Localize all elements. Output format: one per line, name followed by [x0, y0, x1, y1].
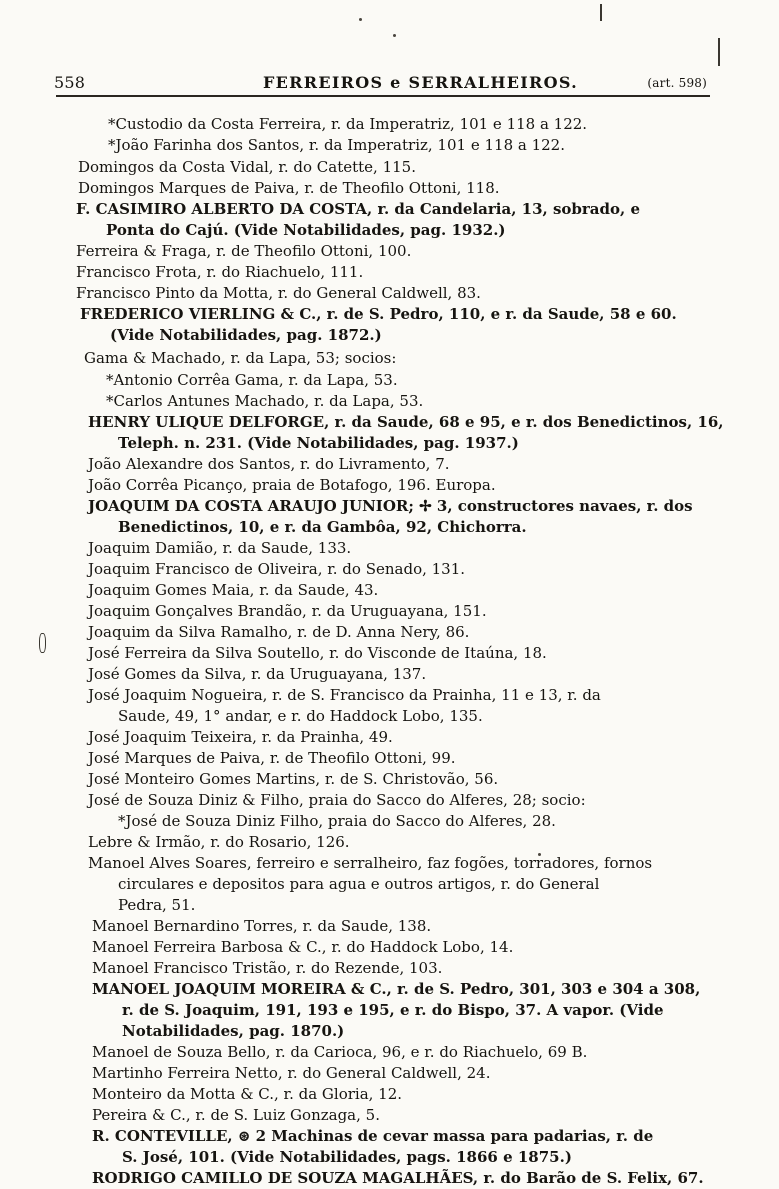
entry-line: HENRY ULIQUE DELFORGE, r. da Saude, 68 e 95, e r. dos Benedictinos, 16, [88, 413, 724, 431]
directory-entry [76, 199, 726, 241]
entry-line: Martinho Ferreira Netto, r. do General Caldwell, 24. [92, 1064, 491, 1082]
entry-line: (Vide Notabilidades, pag. 1872.) [110, 326, 382, 344]
entry-line: MANOEL JOAQUIM MOREIRA & C., r. de S. Pedro, 301, 303 e 304 a 308, [92, 980, 701, 998]
entry-line: José Joaquim Nogueira, r. de S. Francisco da Prainha, 11 e 13, r. da [88, 686, 601, 704]
directory-entry [92, 1063, 742, 1084]
entry-line: Teleph. n. 231. (Vide Notabilidades, pag. 1937.) [118, 434, 519, 452]
entry-line: Gama & Machado, r. da Lapa, 53; socios: [84, 349, 397, 367]
entry-line: Ponta do Cajú. (Vide Notabilidades, pag. 1932.) [106, 221, 506, 239]
entry-line: *João Farinha dos Santos, r. da Imperatriz, 101 e 118 a 122. [108, 136, 565, 154]
directory-entry [76, 262, 726, 283]
entry-line: Benedictinos, 10, e r. da Gambôa, 92, Chichorra. [118, 518, 527, 536]
entry-line: Ferreira & Fraga, r. de Theofilo Ottoni, 100. [76, 242, 412, 260]
directory-entry [88, 769, 738, 790]
entry-line: Manoel Bernardino Torres, r. da Saude, 138. [92, 917, 432, 935]
paper-speck [359, 18, 362, 21]
directory-entry [88, 832, 738, 853]
directory-entry [88, 601, 738, 622]
entry-line: S. José, 101. (Vide Notabilidades, pags. 1866 e 1875.) [122, 1148, 572, 1166]
entry-line: Joaquim Gomes Maia, r. da Saude, 43. [88, 581, 379, 599]
entry-line: F. CASIMIRO ALBERTO DA COSTA, r. da Candelaria, 13, sobrado, e [76, 200, 641, 218]
entry-line: Francisco Pinto da Motta, r. do General Caldwell, 83. [76, 284, 481, 302]
page-number: 558 [54, 73, 86, 92]
directory-entry [84, 370, 734, 391]
directory-entry [84, 391, 734, 412]
directory-entry [86, 135, 736, 156]
directory-entry [92, 958, 742, 979]
entry-line: José Gomes da Silva, r. da Uruguayana, 137. [88, 665, 427, 683]
directory-entry [88, 580, 738, 601]
directory-entry [88, 475, 738, 496]
entry-line: José de Souza Diniz & Filho, praia do Sacco do Alferes, 28; socio: [88, 791, 586, 809]
directory-entry [80, 304, 730, 346]
entry-line: Domingos Marques de Paiva, r. de Theofilo Ottoni, 118. [78, 179, 500, 197]
entry-line: Manoel Alves Soares, ferreiro e serralheiro, faz fogões, torradores, fornos [88, 854, 653, 872]
directory-entry [78, 157, 728, 178]
running-head: FERREIROS e SERRALHEIROS. [263, 73, 579, 92]
directory-entry-list [0, 114, 779, 1187]
directory-entry [88, 412, 738, 454]
directory-entry [92, 1042, 742, 1063]
entry-line: *Antonio Corrêa Gama, r. da Lapa, 53. [106, 371, 398, 389]
directory-entry [88, 853, 738, 916]
entry-line: Notabilidades, pag. 1870.) [122, 1022, 345, 1040]
directory-entry [92, 1126, 742, 1168]
directory-entry [88, 685, 738, 727]
entry-line: R. CONTEVILLE, ⊛ 2 Machinas de cevar massa para padarias, r. de [92, 1127, 654, 1145]
entry-line: Joaquim Damião, r. da Saude, 133. [88, 539, 352, 557]
directory-entry [88, 559, 738, 580]
directory-entry [88, 538, 738, 559]
entry-line: José Joaquim Teixeira, r. da Prainha, 49. [88, 728, 393, 746]
entry-line: circulares e depositos para agua e outros artigos, r. do General [118, 875, 600, 893]
directory-entry [88, 454, 738, 475]
entry-line: Manoel Francisco Tristão, r. do Rezende, 103. [92, 959, 443, 977]
directory-entry [92, 937, 742, 958]
directory-entry [92, 979, 742, 1042]
directory-entry [88, 748, 738, 769]
entry-line: Francisco Frota, r. do Riachuelo, 111. [76, 263, 364, 281]
entry-line: FREDERICO VIERLING & C., r. de S. Pedro, 110, e r. da Saude, 58 e 60. [80, 305, 677, 323]
article-reference: (art. 598) [647, 76, 707, 90]
entry-line: Pereira & C., r. de S. Luiz Gonzaga, 5. [92, 1106, 380, 1124]
entry-line: r. de S. Joaquim, 191, 193 e 195, e r. do Bispo, 37. A vapor. (Vide [122, 1001, 664, 1019]
entry-line: João Corrêa Picanço, praia de Botafogo, 196. Europa. [88, 476, 496, 494]
directory-entry [92, 916, 742, 937]
directory-entry [92, 1084, 742, 1105]
entry-line: Lebre & Irmão, r. do Rosario, 126. [88, 833, 350, 851]
entry-line: Joaquim da Silva Ramalho, r. de D. Anna Nery, 86. [88, 623, 470, 641]
directory-entry [88, 643, 738, 664]
entry-line: Domingos da Costa Vidal, r. do Catette, 115. [78, 158, 416, 176]
directory-entry [78, 178, 728, 199]
entry-line: Pedra, 51. [118, 896, 196, 914]
entry-line: José Marques de Paiva, r. de Theofilo Ottoni, 99. [88, 749, 456, 767]
directory-entry [86, 114, 736, 135]
directory-entry [88, 790, 738, 832]
page-mark-line [600, 4, 602, 21]
directory-entry [84, 348, 734, 369]
entry-line: Manoel de Souza Bello, r. da Carioca, 96, e r. do Riachuelo, 69 B. [92, 1043, 588, 1061]
directory-entry [88, 664, 738, 685]
entry-line: João Alexandre dos Santos, r. do Livramento, 7. [88, 455, 450, 473]
entry-line: Saude, 49, 1° andar, e r. do Haddock Lobo, 135. [118, 707, 483, 725]
entry-line: *José de Souza Diniz Filho, praia do Sacco do Alferes, 28. [118, 812, 556, 830]
directory-entry [76, 241, 726, 262]
directory-entry [88, 496, 738, 538]
entry-line: RODRIGO CAMILLO DE SOUZA MAGALHÃES, r. do Barão de S. Felix, 67. [92, 1169, 704, 1187]
directory-entry [92, 1105, 742, 1126]
paper-speck [393, 34, 396, 37]
entry-line: *Custodio da Costa Ferreira, r. da Imperatriz, 101 e 118 a 122. [108, 115, 588, 133]
header-rule [56, 95, 710, 97]
directory-entry [76, 283, 726, 304]
directory-entry [88, 622, 738, 643]
entry-line: Monteiro da Motta & C., r. da Gloria, 12. [92, 1085, 403, 1103]
entry-line: Joaquim Francisco de Oliveira, r. do Senado, 131. [88, 560, 466, 578]
entry-line: JOAQUIM DA COSTA ARAUJO JUNIOR; ✢ 3, constructores navaes, r. dos [88, 497, 693, 515]
entry-line: José Monteiro Gomes Martins, r. de S. Christovão, 56. [88, 770, 499, 788]
entry-line: Joaquim Gonçalves Brandão, r. da Uruguayana, 151. [88, 602, 487, 620]
page-mark-line [718, 38, 720, 66]
page-header [54, 64, 710, 96]
entry-line: José Ferreira da Silva Soutello, r. do Visconde de Itaúna, 18. [88, 644, 547, 662]
entry-line: *Carlos Antunes Machado, r. da Lapa, 53. [106, 392, 424, 410]
directory-entry [88, 727, 738, 748]
directory-entry [92, 1168, 742, 1189]
entry-line: Manoel Ferreira Barbosa & C., r. do Haddock Lobo, 14. [92, 938, 514, 956]
